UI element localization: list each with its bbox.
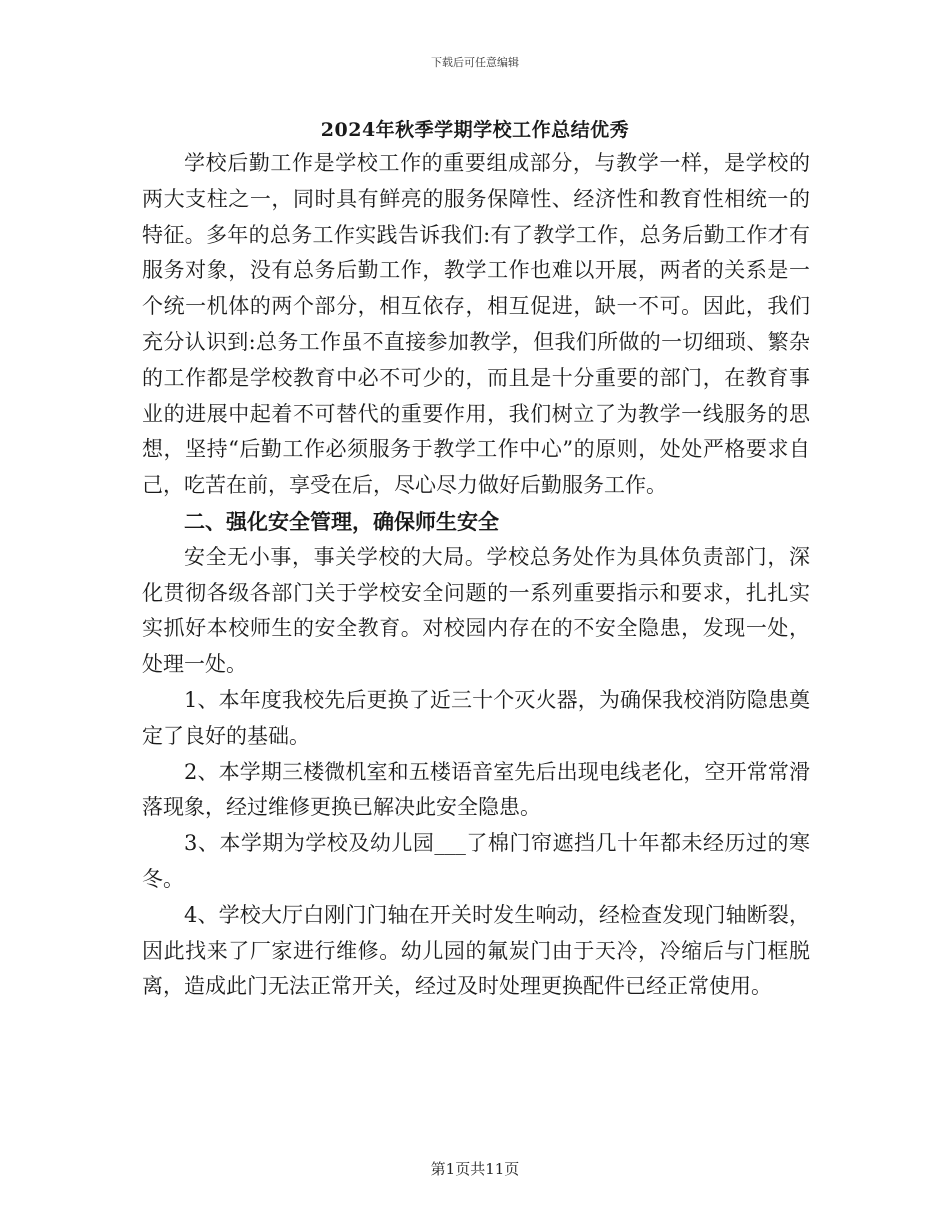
document-title: 2024年秋季学期学校工作总结优秀 [320,119,630,141]
section-heading-safety: 二、强化安全管理，确保师生安全 [184,508,499,534]
list-item-2: 2、本学期三楼微机室和五楼语音室先后出现电线老化，空开常常滑落现象，经过维修更换已解决此安全隐患。 [142,759,810,820]
list-item-4: 4、学校大厅白刚门门轴在开关时发生响动，经检查发现门轴断裂，因此找来了厂家进行维修。幼儿园的氟炭门由于天冷，冷缩后与门框脱离，造成此门无法正常开关，经过及时处理更换配件已经正常使用。 [142,902,810,999]
list-item-3: 3、本学期为学校及幼儿园___了棉门帘遮挡几十年都未经历过的寒冬。 [142,831,810,891]
header-note: 下载后可任意编辑 [431,56,519,69]
list-item-1: 1、本年度我校先后更换了近三十个灭火器，为确保我校消防隐患奠定了良好的基础。 [142,687,810,748]
document-body [142,146,810,1005]
paragraph-safety: 安全无小事，事关学校的大局。学校总务处作为具体负责部门，深化贯彻各级各部门关于学校安全问题的一系列重要指示和要求，扎扎实实抓好本校师生的安全教育。对校园内存在的不安全隐患，发现一处，处理一处。 [142,544,810,677]
page-number: 第1页共11页 [430,1160,520,1178]
paragraph-intro: 学校后勤工作是学校工作的重要组成部分，与教学一样，是学校的两大支柱之一，同时具有鲜亮的服务保障性、经济性和教育性相统一的特征。多年的总务工作实践告诉我们:有了教学工作，总务后勤工作才有服务对象，没有总务后勤工作，教学工作也难以开展，两者的关系是一个统一机体的两个部分，相互依存，相互促进，缺一不可。因此，我们充分认识到:总务工作虽不直接参加教学，但我们所做的一切细琐、繁杂的工作都是学校教育中必不可少的，而且是十分重要的部门，在教育事业的进展中起着不可替代的重要作用，我们树立了为教学一线服务的思想，坚持“后勤工作必须服务于教学工作中心”的原则，处处严格要求自己，吃苦在前，享受在后，尽心尽力做好后勤服务工作。 [142,151,810,498]
